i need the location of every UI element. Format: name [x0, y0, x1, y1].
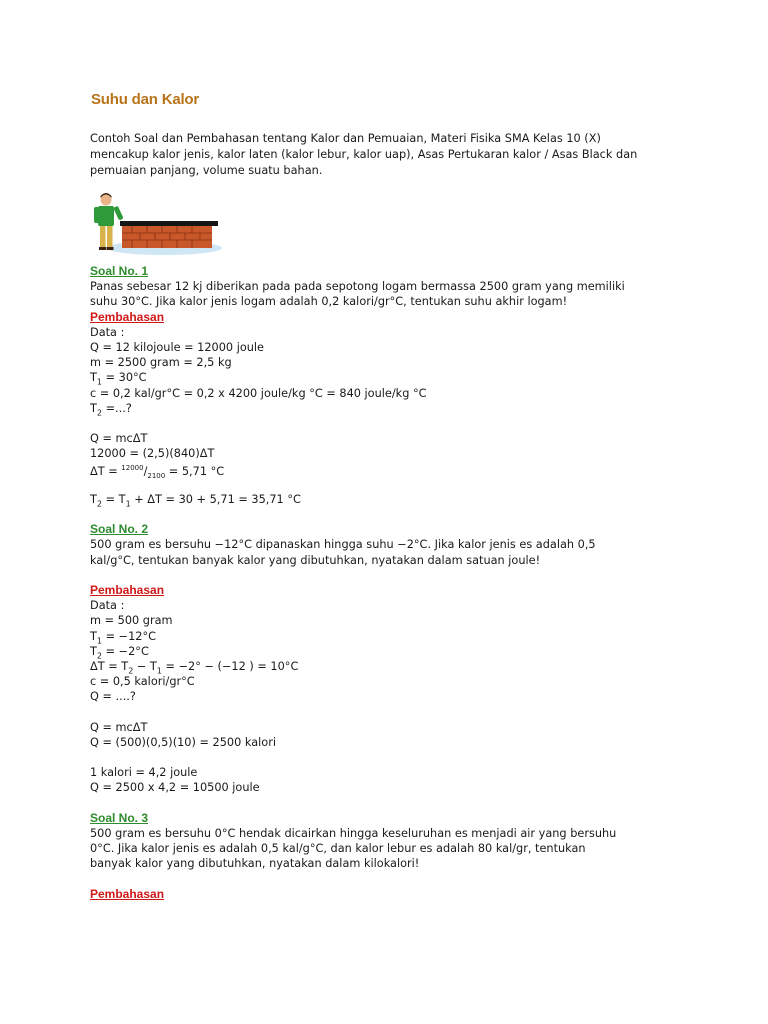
soal-2-formula-3: 1 kalori = 4,2 joule — [90, 766, 198, 780]
soal-1-formula-2: 12000 = (2,5)(840)ΔT — [90, 447, 215, 461]
soal-2-formula-2: Q = (500)(0,5)(10) = 2500 kalori — [90, 735, 276, 749]
soal-3-question-line-3: banyak kalor yang dibutuhkan, nyatakan dalam kilokalori! — [90, 857, 420, 871]
soal-1-heading: Soal No. 1 — [90, 264, 149, 278]
soal-2-m-line: m = 500 gram — [90, 614, 173, 628]
soal-3-question-line-1: 500 gram es bersuhu 0°C hendak dicairkan hingga keseluruhan es menjadi air yang bersuhu — [90, 826, 617, 840]
problems-content — [90, 264, 710, 902]
soal-1-t2-line: $T_2$ =...? — [90, 401, 132, 417]
page-title: Suhu dan Kalor — [91, 91, 200, 108]
soal-2-t2-line: $T_2 = -2^\circ C$ — [90, 644, 149, 660]
soal-2-dt-line: $\Delta T = T_2 - T_1 = -2^\circ - (-12$ ) = 10°C — [90, 659, 299, 676]
soal-1-pembahasan-heading: Pembahasan — [90, 309, 165, 324]
heat-transfer-illustration — [92, 190, 222, 260]
soal-3-heading: Soal No. 3 — [90, 810, 149, 825]
soal-2-question-line-2: kal/g°C, tentukan banyak kalor yang dibutuhkan, nyatakan dalam satuan joule! — [90, 553, 541, 567]
soal-2-formula-4: Q = 2500 x 4,2 = 10500 joule — [90, 781, 260, 795]
soal-2-q-line: Q = ....? — [90, 690, 136, 704]
soal-1-data-label: Data : — [90, 325, 125, 339]
soal-1-m-line: m = 2500 gram = 2,5 kg — [90, 356, 232, 370]
soal-2-data-label: Data : — [90, 599, 125, 613]
intro-paragraph: Contoh Soal dan Pembahasan tentang Kalor dan Pemuaian, Materi Fisika SMA Kelas 10 (X) mencakup kalor jenis, kalor laten (kalor lebur, kalor uap), Asas Pertukaran kalor / Asas Black dan pemuaian panjang, volume suatu bahan. — [90, 132, 638, 177]
soal-3-pembahasan-heading: Pembahasan — [90, 886, 165, 901]
soal-1-formula-4: $T_2 = T_1 + \Delta T = 30 + 5,71 = 35,71$ °C — [90, 492, 301, 509]
soal-1-formula-1: Q = mcΔT — [90, 432, 148, 446]
soal-1-question-line-2: suhu 30°C. Jika kalor jenis logam adalah 0,2 kalori/gr°C, tentukan suhu akhir logam! — [90, 295, 568, 309]
soal-2-t1-line: $T_1 = -12^\circ C$ — [90, 629, 157, 645]
soal-3-question-line-2: 0°C. Jika kalor jenis es adalah 0,5 kal/g°C, dan kalor lebur es adalah 80 kal/gr, tentukan — [90, 842, 586, 856]
soal-2-c-line: c = 0,5 kalori/gr°C — [90, 675, 195, 689]
soal-1-t1-line: $T_1 = 30^\circ C$ — [90, 371, 147, 387]
soal-1-q-line: Q = 12 kilojoule = 12000 joule — [90, 340, 265, 354]
soal-2-pembahasan-heading: Pembahasan — [90, 582, 165, 597]
soal-2-question-line-1: 500 gram es bersuhu −12°C dipanaskan hingga suhu −2°C. Jika kalor jenis es adalah 0,5 — [90, 538, 596, 552]
soal-2-formula-1: Q = mcΔT — [90, 720, 148, 734]
soal-1-question-line-1: Panas sebesar 12 kj diberikan pada pada sepotong logam bermassa 2500 gram yang memiliki — [90, 280, 625, 294]
soal-1-formula-3: $\Delta T = ^{12000}/_{2100} = 5,71$ °C — [90, 464, 225, 481]
soal-2-heading: Soal No. 2 — [90, 522, 149, 537]
soal-1-c-line: c = 0,2 kal/gr°C = 0,2 x 4200 joule/kg °C = 840 joule/kg °C — [90, 386, 427, 400]
